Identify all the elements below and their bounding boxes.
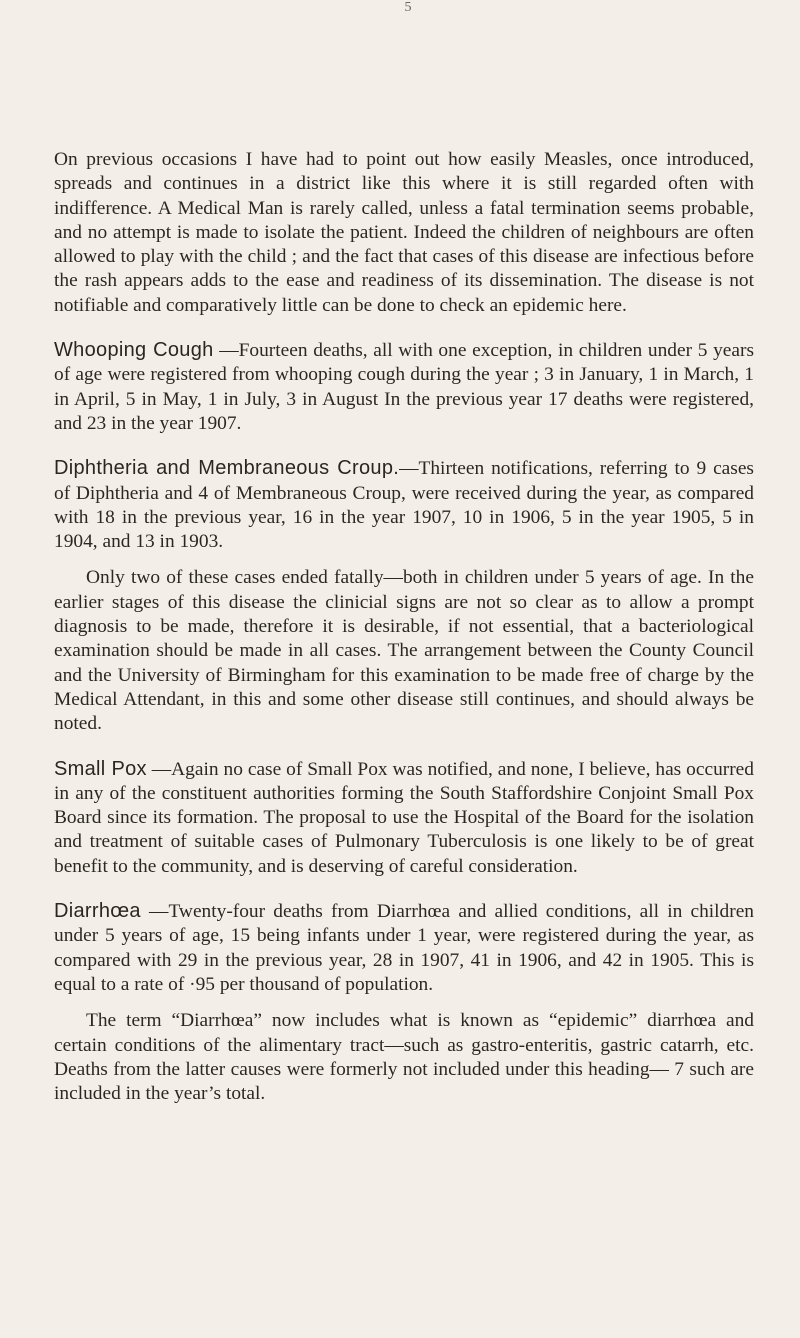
heading-diphtheria: Diphtheria and Membraneous Croup. bbox=[54, 457, 400, 480]
paragraph-diarrhoea-2: The term “Diarrhœa” now includes what is known as “epidemic” diarrhœa and certain conditions of the alimentary tract—such as gastro-enteritis, gastric catarrh, etc. Deaths from the latter causes were formerly not included under this heading— 7 such are included in the year’s total. bbox=[54, 1010, 754, 1105]
paragraph-small-pox bbox=[54, 757, 754, 879]
paragraph-diphtheria-2: Only two of these cases ended fatally—both in children under 5 years of age. In the earlier stages of this disease the clinicial signs are not so clear as to allow a prompt diagnosis to be made, therefore it is desirable, if not essential, that a bacteriological examination should be made in all cases. The arrangement between the County Council and the University of Birmingham for this examination to be made free of charge by the Medical Attendant, in this and some other disease still continues, and should always be noted. bbox=[54, 567, 754, 735]
small-pox-body: —Again no case of Small Pox was notified, and none, I believe, has occurred in any of the constituent authorities forming the South Staffordshire Conjoint Small Pox Board since its formation. The proposal to use the Hospital of the Board for the isolation and treatment of suitable cases of Pulmonary Tuberculosis is one likely to be of great benefit to the community, and is deserving of careful consideration. bbox=[54, 758, 754, 877]
heading-small-pox: Small Pox bbox=[54, 757, 147, 780]
heading-diarrhoea: Diarrhœa bbox=[54, 900, 141, 923]
page-number: 5 bbox=[388, 0, 428, 16]
paragraph-diarrhoea bbox=[54, 899, 754, 997]
document-body bbox=[54, 148, 754, 1106]
diarrhoea-body: —Twenty-four deaths from Diarrhœa and allied conditions, all in children under 5 years of age, 15 being infants under 1 year, were registered during the year, as compared with 29 in the previous year, 28 in 1907, 41 in 1906, and 42 in 1905. This is equal to a rate of ·95 per thousand of population. bbox=[54, 901, 754, 995]
whooping-cough-body: —Fourteen deaths, all with one exception, in children under 5 years of age were registered from whooping cough during the year ; 3 in January, 1 in March, 1 in April, 5 in May, 1 in July, 3 in August In the previous year 17 deaths were registered, and 23 in the year 1907. bbox=[54, 340, 754, 434]
heading-whooping-cough: Whooping Cough bbox=[54, 339, 214, 362]
paragraph-diphtheria bbox=[54, 456, 754, 554]
diphtheria-body: —Thirteen notifications, referring to 9 cases of Diphtheria and 4 of Membraneous Croup, were received during the year, as compared with 18 in the previous year, 16 in the year 1907, 10 in 1906, 5 in the year 1905, 5 in 1904, and 13 in 1903. bbox=[54, 458, 754, 553]
paragraph-measles: On previous occasions I have had to point out how easily Measles, once introduced, spreads and continues in a district like this where it is still regarded often with indifference. A Medical Man is rarely called, unless a fatal termination seems probable, and no attempt is made to isolate the patient. Indeed the children of neighbours are often allowed to play with the child ; and the fact that cases of this disease are infectious before the rash appears adds to the ease and readiness of its dissemination. The disease is not notifiable and comparatively little can be done to check an epidemic here. bbox=[54, 149, 754, 316]
paragraph-whooping-cough bbox=[54, 338, 754, 436]
